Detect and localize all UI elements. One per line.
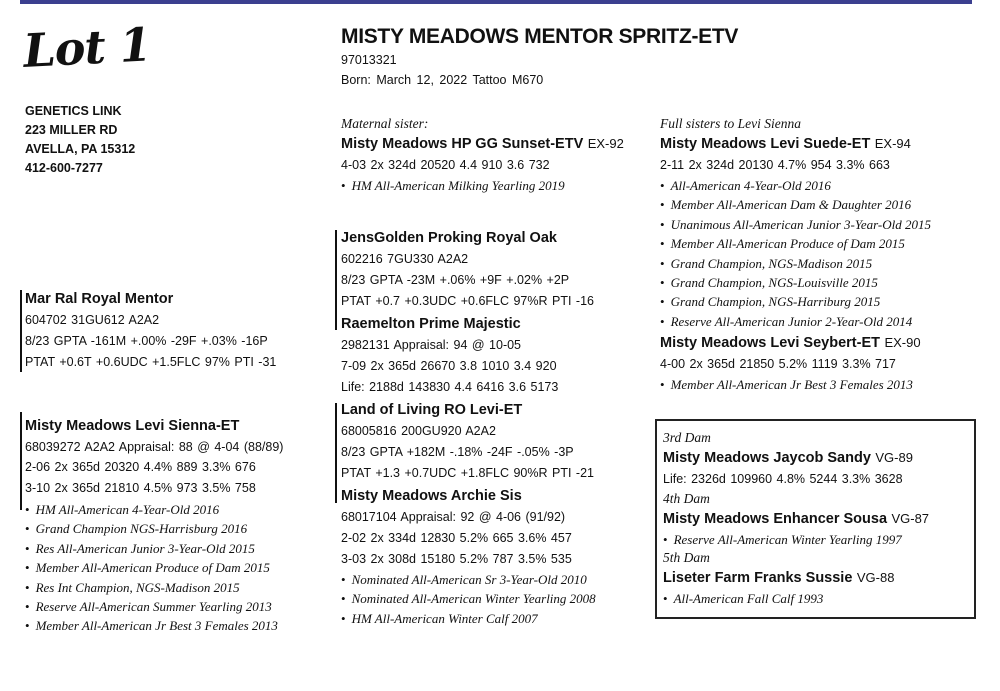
honor-item: • HM All-American 4-Year-Old 2016 xyxy=(25,500,278,519)
dam-sire-ids: 68005816 200GU920 A2A2 xyxy=(341,424,496,438)
honor-item: • Member All-American Jr Best 3 Females 2013 xyxy=(660,375,931,394)
dam-dam-record-2: 3-03 2x 308d 15180 5.2% 787 3.5% 535 xyxy=(341,552,572,566)
third-dam-life: Life: 2326d 109960 4.8% 5244 3.3% 3628 xyxy=(663,472,903,486)
honor-item: • Reserve All-American Junior 2-Year-Old 2014 xyxy=(660,312,931,331)
honor-item: • Nominated All-American Sr 3-Year-Old 2010 xyxy=(341,570,596,589)
honor-item: • Grand Champion, NGS-Madison 2015 xyxy=(660,254,931,273)
sister-1-honors xyxy=(660,176,931,331)
consignor-address xyxy=(25,102,135,178)
fourth-dam-score: VG-87 xyxy=(891,511,930,526)
maternal-sister-block xyxy=(341,115,624,195)
consignor-name: GENETICS LINK xyxy=(25,104,122,118)
sire-sire-name: JensGolden Proking Royal Oak xyxy=(341,230,557,246)
sire-sire-ids: 602216 7GU330 A2A2 xyxy=(341,252,469,266)
sire-dam-appraisal: 2982131 Appraisal: 94 @ 10-05 xyxy=(341,338,522,352)
fourth-dam-honors xyxy=(663,530,929,549)
sire-dam-block xyxy=(341,314,558,398)
animal-birth-tattoo: Born: March 12, 2022 Tattoo M670 xyxy=(341,73,544,87)
sire-dam-record: 7-09 2x 365d 26670 3.8 1010 3.4 920 xyxy=(341,359,557,373)
dam-ids: 68039272 A2A2 Appraisal: 88 @ 4-04 (88/89) xyxy=(25,439,284,454)
honor-item: • Member All-American Produce of Dam 2015 xyxy=(25,558,278,577)
dam-record-2: 3-10 2x 365d 21810 4.5% 973 3.5% 758 xyxy=(25,480,256,495)
fifth-dam-name: Liseter Farm Franks Sussie xyxy=(663,570,853,587)
consignor-city: AVELLA, PA 15312 xyxy=(25,142,136,156)
dam-dam-appraisal: 68017104 Appraisal: 92 @ 4-06 (91/92) xyxy=(341,510,566,524)
honor-item: • Grand Champion NGS-Harrisburg 2016 xyxy=(25,519,278,538)
honor-item: • HM All-American Milking Yearling 2019 xyxy=(341,176,624,195)
full-sisters-block xyxy=(660,115,931,395)
sire-block xyxy=(25,289,276,373)
sire-gpta: 8/23 GPTA -161M +.00% -29F +.03% -16P xyxy=(25,334,268,348)
maternal-sister-honors xyxy=(341,176,624,195)
honor-item: • Reserve All-American Summer Yearling 2013 xyxy=(25,597,278,616)
third-dam-label: 3rd Dam xyxy=(663,430,711,445)
sire-sire-ptat: PTAT +0.7 +0.3UDC +0.6FLC 97%R PTI -16 xyxy=(341,294,594,308)
honor-item: • All-American Fall Calf 1993 xyxy=(663,589,929,608)
sister-2-honors xyxy=(660,375,931,394)
sire-name: Mar Ral Royal Mentor xyxy=(25,291,174,307)
maternal-sister-label: Maternal sister: xyxy=(341,116,429,131)
honor-item: • Member All-American Jr Best 3 Females 2013 xyxy=(25,616,278,635)
honor-item: • Member All-American Dam & Daughter 2016 xyxy=(660,195,931,214)
fourth-dam-label: 4th Dam xyxy=(663,491,710,506)
honor-item: • Unanimous All-American Junior 3-Year-Old 2015 xyxy=(660,215,931,234)
honor-item: • All-American 4-Year-Old 2016 xyxy=(660,176,931,195)
honor-item: • Res Int Champion, NGS-Madison 2015 xyxy=(25,578,278,597)
dam-name: Misty Meadows Levi Sienna-ET xyxy=(25,418,240,434)
third-dam-name: Misty Meadows Jaycob Sandy xyxy=(663,450,871,466)
dam-record-1: 2-06 2x 365d 20320 4.4% 889 3.3% 676 xyxy=(25,460,256,474)
honor-item: • HM All-American Winter Calf 2007 xyxy=(341,609,596,628)
sister-2-record: 4-00 2x 365d 21850 5.2% 1119 3.3% 717 xyxy=(660,357,896,372)
sister-2-name: Misty Meadows Levi Seybert-ET xyxy=(660,335,880,352)
dam-honors xyxy=(25,500,278,636)
sire-sire-bracket xyxy=(335,230,337,330)
ancestral-dams-box xyxy=(655,419,976,619)
top-rule xyxy=(20,0,972,4)
sire-sire-block xyxy=(341,228,594,312)
fifth-dam-label: 5th Dam xyxy=(663,550,710,566)
maternal-sister-record: 4-03 2x 324d 20520 4.4 910 3.6 732 xyxy=(341,158,550,172)
dam-dam-record-1: 2-02 2x 334d 12830 5.2% 665 3.6% 457 xyxy=(341,531,572,545)
maternal-sister-score: EX-92 xyxy=(587,136,624,151)
dam-sire-name: Land of Living RO Levi-ET xyxy=(341,402,523,418)
honor-item: • Res All-American Junior 3-Year-Old 2015 xyxy=(25,539,278,558)
honor-item: • Nominated All-American Winter Yearling 2008 xyxy=(341,589,596,608)
ancestral-dams-content xyxy=(663,429,929,609)
dam-sire-ptat: PTAT +1.3 +0.7UDC +1.8FLC 90%R PTI -21 xyxy=(341,466,594,480)
sire-ptat: PTAT +0.6T +0.6UDC +1.5FLC 97% PTI -31 xyxy=(25,355,277,369)
maternal-sister-name: Misty Meadows HP GG Sunset-ETV xyxy=(341,136,584,152)
dam-bracket xyxy=(20,412,22,510)
honor-item: • Reserve All-American Winter Yearling 1997 xyxy=(663,530,929,549)
sire-ids: 604702 31GU612 A2A2 xyxy=(25,313,160,327)
fifth-dam-honors xyxy=(663,589,929,608)
lot-number: Lot 1 xyxy=(22,17,152,78)
dam-sire-block xyxy=(341,400,594,484)
animal-registration: 97013321 xyxy=(341,53,397,67)
consignor-phone: 412-600-7277 xyxy=(25,161,103,175)
dam-sire-gpta: 8/23 GPTA +182M -.18% -24F -.05% -3P xyxy=(341,445,574,459)
sire-sire-gpta: 8/23 GPTA -23M +.06% +9F +.02% +2P xyxy=(341,273,570,287)
honor-item: • Member All-American Produce of Dam 2015 xyxy=(660,234,931,253)
animal-name: MISTY MEADOWS MENTOR SPRITZ-ETV xyxy=(341,25,739,48)
dam-block xyxy=(25,416,283,498)
consignor-street: 223 MILLER RD xyxy=(25,123,118,137)
sire-dam-name: Raemelton Prime Majestic xyxy=(341,316,521,332)
sister-1-record: 2-11 2x 324d 20130 4.7% 954 3.3% 663 xyxy=(660,158,890,172)
third-dam-score: VG-89 xyxy=(875,450,913,465)
sire-bracket xyxy=(20,290,22,372)
honor-item: • Grand Champion, NGS-Louisville 2015 xyxy=(660,273,931,292)
sister-1-score: EX-94 xyxy=(874,136,911,151)
dam-sire-bracket xyxy=(335,403,337,503)
sister-1-name: Misty Meadows Levi Suede-ET xyxy=(660,136,871,152)
honor-item: • Grand Champion, NGS-Harriburg 2015 xyxy=(660,292,931,311)
dam-dam-name: Misty Meadows Archie Sis xyxy=(341,488,522,504)
dam-dam-honors xyxy=(341,570,596,628)
dam-dam-block xyxy=(341,486,572,570)
fourth-dam-name: Misty Meadows Enhancer Sousa xyxy=(663,511,888,527)
full-sisters-label: Full sisters to Levi Sienna xyxy=(660,116,801,131)
fifth-dam-score: VG-88 xyxy=(856,570,895,586)
sister-2-score: EX-90 xyxy=(884,335,921,351)
sire-dam-life: Life: 2188d 143830 4.4 6416 3.6 5173 xyxy=(341,380,559,394)
